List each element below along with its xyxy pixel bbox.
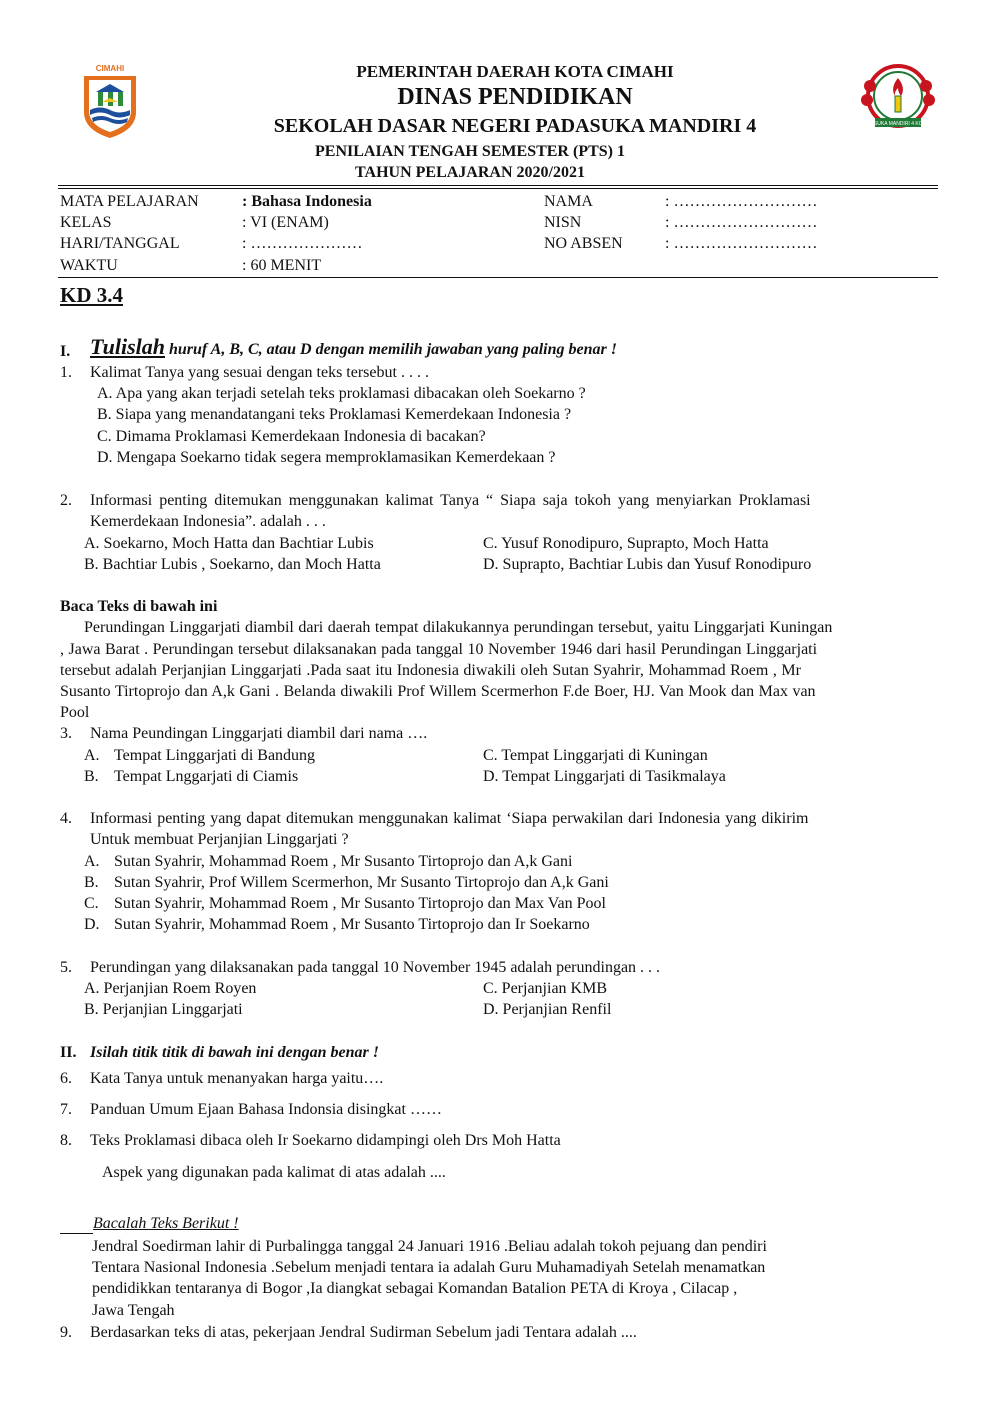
option-c[interactable]: C. Perjanjian KMB bbox=[483, 980, 607, 997]
option-b[interactable]: B. Siapa yang menandatangani teks Proklamasi Kemerdekaan Indonesia ? bbox=[97, 406, 572, 423]
question-text: Kemerdekaan Indonesia”. adalah . . . bbox=[90, 513, 326, 530]
option-c[interactable]: C. Dimama Proklamasi Kemerdekaan Indonesia di bacakan? bbox=[97, 428, 486, 445]
question-text: Informasi penting ditemukan menggunakan kalimat Tanya “ Siapa saja tokoh yang menyiarkan Proklamasi bbox=[90, 492, 811, 509]
header-line-3: SEKOLAH DASAR NEGERI PADASUKA MANDIRI 4 bbox=[273, 115, 757, 137]
reading-text: Perundingan Linggarjati diambil dari daerah tempat dilakukannya perundingan tersebut, yaitu Linggarjati Kuningan bbox=[84, 619, 833, 636]
reading-text: Susanto Tirtoprojo dan A,k Gani . Belanda diwakili Prof Willem Scermerhon F.de Boer, HJ. Van Mook dan Max van bbox=[60, 683, 816, 700]
option-c-letter: C. bbox=[84, 895, 99, 912]
info-label: NAMA bbox=[544, 193, 593, 210]
option-d-letter: D. bbox=[84, 916, 100, 933]
question-number: 4. bbox=[60, 810, 72, 827]
section-number: II. bbox=[60, 1044, 77, 1061]
option-b[interactable]: B. Bachtiar Lubis , Soekarno, dan Moch Hatta bbox=[84, 556, 381, 573]
question-number: 8. bbox=[60, 1132, 72, 1149]
option-d[interactable]: D. Mengapa Soekarno tidak segera memproklamasikan Kemerdekaan ? bbox=[97, 449, 556, 466]
option-c[interactable]: C. Yusuf Ronodipuro, Suprapto, Moch Hatta bbox=[483, 535, 769, 552]
option-c[interactable]: C. Tempat Linggarjati di Kuningan bbox=[483, 747, 708, 764]
emblem-text: SDN PADASUKA MANDIRI 4 KOTA CIMAHI bbox=[848, 121, 948, 127]
info-label: NO ABSEN bbox=[544, 235, 623, 252]
question-text: Teks Proklamasi dibaca oleh Ir Soekarno didampingi oleh Drs Moh Hatta bbox=[90, 1132, 561, 1149]
info-divider bbox=[58, 277, 938, 278]
section-number: I. bbox=[60, 343, 71, 360]
option-a[interactable]: A. Soekarno, Moch Hatta dan Bachtiar Lubis bbox=[84, 535, 374, 552]
header-line-5: TAHUN PELAJARAN 2020/2021 bbox=[355, 164, 585, 181]
question-text: Nama Peundingan Linggarjati diambil dari nama …. bbox=[90, 725, 428, 742]
section-instruction: Isilah titik titik di bawah ini dengan benar ! bbox=[90, 1044, 379, 1061]
question-number: 3. bbox=[60, 725, 72, 742]
section-instruction bbox=[90, 336, 617, 360]
option-b-letter: B. bbox=[84, 768, 99, 785]
option-a[interactable]: Sutan Syahrir, Mohammad Roem , Mr Susanto Tirtoprojo dan A,k Gani bbox=[114, 853, 573, 870]
header-divider-2 bbox=[58, 188, 938, 189]
header-line-4: PENILAIAN TENGAH SEMESTER (PTS) 1 bbox=[315, 143, 625, 160]
info-label: KELAS bbox=[60, 214, 112, 231]
question-text: Informasi penting yang dapat ditemukan menggunakan kalimat ‘Siapa perwakilan dari Indonesia yang dikirim bbox=[90, 810, 809, 827]
kd-title: KD 3.4 bbox=[60, 283, 123, 307]
reading-text: Pool bbox=[60, 704, 90, 721]
school-emblem bbox=[848, 62, 948, 138]
option-d[interactable]: Sutan Syahrir, Mohammad Roem , Mr Susanto Tirtoprojo dan Ir Soekarno bbox=[114, 916, 590, 933]
info-label: MATA PELAJARAN bbox=[60, 193, 199, 210]
reading-text: , Jawa Barat . Perundingan tersebut dilaksanakan pada tanggal 10 November 1946 dari hasil Perundingan Linggarjati bbox=[60, 641, 818, 658]
option-b-letter: B. bbox=[84, 874, 99, 891]
question-number: 7. bbox=[60, 1101, 72, 1118]
reading-title-rule bbox=[60, 1213, 93, 1234]
instruction-text: huruf A, B, C, atau D dengan memilih jawaban yang paling benar ! bbox=[165, 341, 617, 358]
option-a-letter: A. bbox=[84, 853, 100, 870]
header-line-1: PEMERINTAH DAERAH KOTA CIMAHI bbox=[356, 62, 674, 81]
question-number: 6. bbox=[60, 1070, 72, 1087]
option-a[interactable]: A. Perjanjian Roem Royen bbox=[84, 980, 257, 997]
question-text: Untuk membuat Perjanjian Linggarjati ? bbox=[90, 831, 349, 848]
info-label: HARI/TANGGAL bbox=[60, 235, 180, 252]
question-text: Berdasarkan teks di atas, pekerjaan Jendral Sudirman Sebelum jadi Tentara adalah .... bbox=[90, 1324, 637, 1341]
option-c[interactable]: Sutan Syahrir, Mohammad Roem , Mr Susanto Tirtoprojo dan Max Van Pool bbox=[114, 895, 606, 912]
reading-text: Jawa Tengah bbox=[92, 1302, 175, 1319]
info-value: : ………………… bbox=[242, 235, 363, 252]
reading-text: Jendral Soedirman lahir di Purbalingga tanggal 24 Januari 1916 .Beliau adalah tokoh pejuang dan pendiri bbox=[92, 1238, 767, 1255]
option-a[interactable]: A. Apa yang akan terjadi setelah teks proklamasi dibacakan oleh Soekarno ? bbox=[97, 385, 586, 402]
question-text: Panduan Umum Ejaan Bahasa Indonsia disingkat …… bbox=[90, 1101, 442, 1118]
info-value: : 60 MENIT bbox=[242, 257, 322, 274]
question-number: 1. bbox=[60, 364, 72, 381]
option-d[interactable]: D. Perjanjian Renfil bbox=[483, 1001, 612, 1018]
option-b[interactable]: Sutan Syahrir, Prof Willem Scermerhon, Mr Susanto Tirtoprojo dan A,k Gani bbox=[114, 874, 609, 891]
reading-text: Tentara Nasional Indonesia .Sebelum menjadi tentara ia adalah Guru Muhamadiyah Setelah menamatkan bbox=[92, 1259, 766, 1276]
emblem-text: CIMAHI bbox=[95, 64, 125, 73]
reading-text: pendidikkan tentaranya di Bogor ,Ia diangkat sebagai Komandan Batalion PETA di Kroya , Cilacap , bbox=[92, 1280, 738, 1297]
question-text: Kata Tanya untuk menanyakan harga yaitu…. bbox=[90, 1070, 384, 1087]
question-number: 2. bbox=[60, 492, 72, 509]
nisn-field[interactable]: : ……………………… bbox=[665, 214, 818, 231]
info-label: WAKTU bbox=[60, 257, 118, 274]
question-number: 5. bbox=[60, 959, 72, 976]
instruction-keyword: Tulislah bbox=[90, 334, 165, 359]
question-number: 9. bbox=[60, 1324, 72, 1341]
header-divider-1 bbox=[58, 185, 938, 186]
info-value: : Bahasa Indonesia bbox=[242, 193, 372, 210]
info-value: : VI (ENAM) bbox=[242, 214, 329, 231]
header-line-2: DINAS PENDIDIKAN bbox=[397, 84, 633, 110]
reading-title: Baca Teks di bawah ini bbox=[60, 598, 218, 615]
reading-title: Bacalah Teks Berikut ! bbox=[93, 1215, 239, 1232]
option-d[interactable]: D. Suprapto, Bachtiar Lubis dan Yusuf Ronodipuro bbox=[483, 556, 812, 573]
question-text: Perundingan yang dilaksanakan pada tanggal 10 November 1945 adalah perundingan . . . bbox=[90, 959, 661, 976]
option-a-letter: A. bbox=[84, 747, 100, 764]
name-field[interactable]: : ……………………… bbox=[665, 193, 818, 210]
question-subtext: Aspek yang digunakan pada kalimat di atas adalah .... bbox=[102, 1164, 446, 1181]
absen-field[interactable]: : ……………………… bbox=[665, 235, 818, 252]
option-b[interactable]: B. Perjanjian Linggarjati bbox=[84, 1001, 243, 1018]
reading-text: tersebut adalah Perjanjian Linggarjati .Pada saat itu Indonesia diwakili oleh Sutan Syahrir, Mohammad Roem , Mr bbox=[60, 662, 801, 679]
option-a[interactable]: Tempat Linggarjati di Bandung bbox=[114, 747, 316, 764]
question-text: Kalimat Tanya yang sesuai dengan teks tersebut . . . . bbox=[90, 364, 429, 381]
option-b[interactable]: Tempat Lnggarjati di Ciamis bbox=[114, 768, 299, 785]
option-d[interactable]: D. Tempat Linggarjati di Tasikmalaya bbox=[483, 768, 726, 785]
cimahi-city-emblem bbox=[74, 62, 146, 142]
info-label: NISN bbox=[544, 214, 582, 231]
